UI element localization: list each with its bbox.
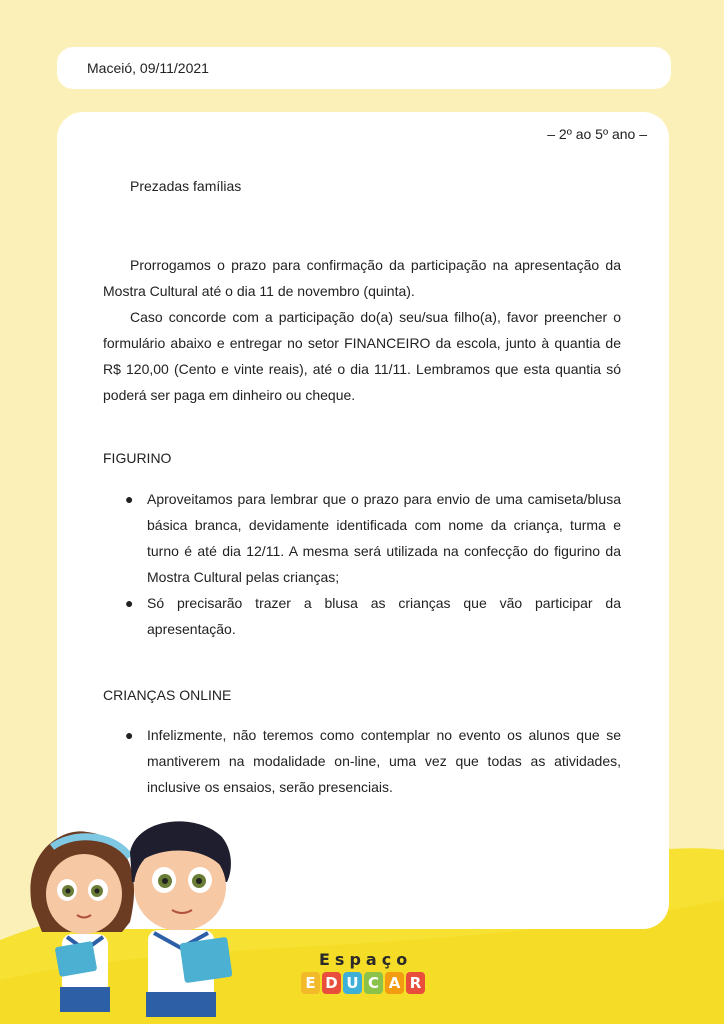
espaco-educar-logo (301, 950, 431, 1000)
list-item (103, 722, 621, 800)
date-line: Maceió, 09/11/2021 (87, 60, 209, 76)
bullet-icon: ● (125, 727, 134, 743)
online-list (103, 722, 621, 800)
paragraph-deadline: Prorrogamos o prazo para confirmação da participação na apresentação da Mostra Cultural até o dia 11 de novembro (quinta). (103, 257, 621, 299)
list-item (103, 590, 621, 642)
logo-tile: R (406, 972, 425, 994)
paragraph-payment: Caso concorde com a participação do(a) seu/sua filho(a), favor preencher o formulário abaixo e entregar no setor FINANCEIRO da escola, junto à quantia de R$ 120,00 (Cento e vinte reais), até o dia 11/11. Lembramos que esta quantia só poderá ser paga em dinheiro ou cheque. (103, 309, 621, 403)
bullet-icon: ● (125, 491, 134, 507)
logo-tiles (301, 972, 425, 994)
logo-tile: D (322, 972, 341, 994)
greeting: Prezadas famílias (130, 178, 242, 194)
list-item-text: Infelizmente, não teremos como contemplar no evento os alunos que se mantiverem na modalidade on-line, uma vez que todas as atividades, inclusive os ensaios, serão presenciais. (147, 727, 621, 795)
list-item-text: Aproveitamos para lembrar que o prazo para envio de uma camiseta/blusa básica branca, devidamente identificada com nome da criança, turma e turno é até dia 12/11. A mesma será utilizada na confecção do figurino da Mostra Cultural pelas crianças; (147, 491, 621, 585)
logo-tile: E (301, 972, 320, 994)
grade-range: – 2º ao 5º ano – (547, 126, 647, 142)
logo-tile: A (385, 972, 404, 994)
boy-illustration (130, 821, 233, 1017)
logo-top-word: Espaço (319, 950, 413, 969)
bullet-icon: ● (125, 595, 134, 611)
logo-tile: C (364, 972, 383, 994)
section-title-figurino: FIGURINO (103, 450, 172, 466)
letter-card (57, 112, 669, 929)
letter-body (103, 252, 621, 408)
figurino-list (103, 486, 621, 642)
logo-tile: U (343, 972, 362, 994)
date-card (57, 47, 671, 89)
kids-illustration (22, 812, 252, 1017)
girl-illustration (30, 831, 134, 1012)
list-item (103, 486, 621, 590)
list-item-text: Só precisarão trazer a blusa as crianças que vão participar da apresentação. (147, 595, 621, 637)
section-title-online: CRIANÇAS ONLINE (103, 687, 232, 703)
